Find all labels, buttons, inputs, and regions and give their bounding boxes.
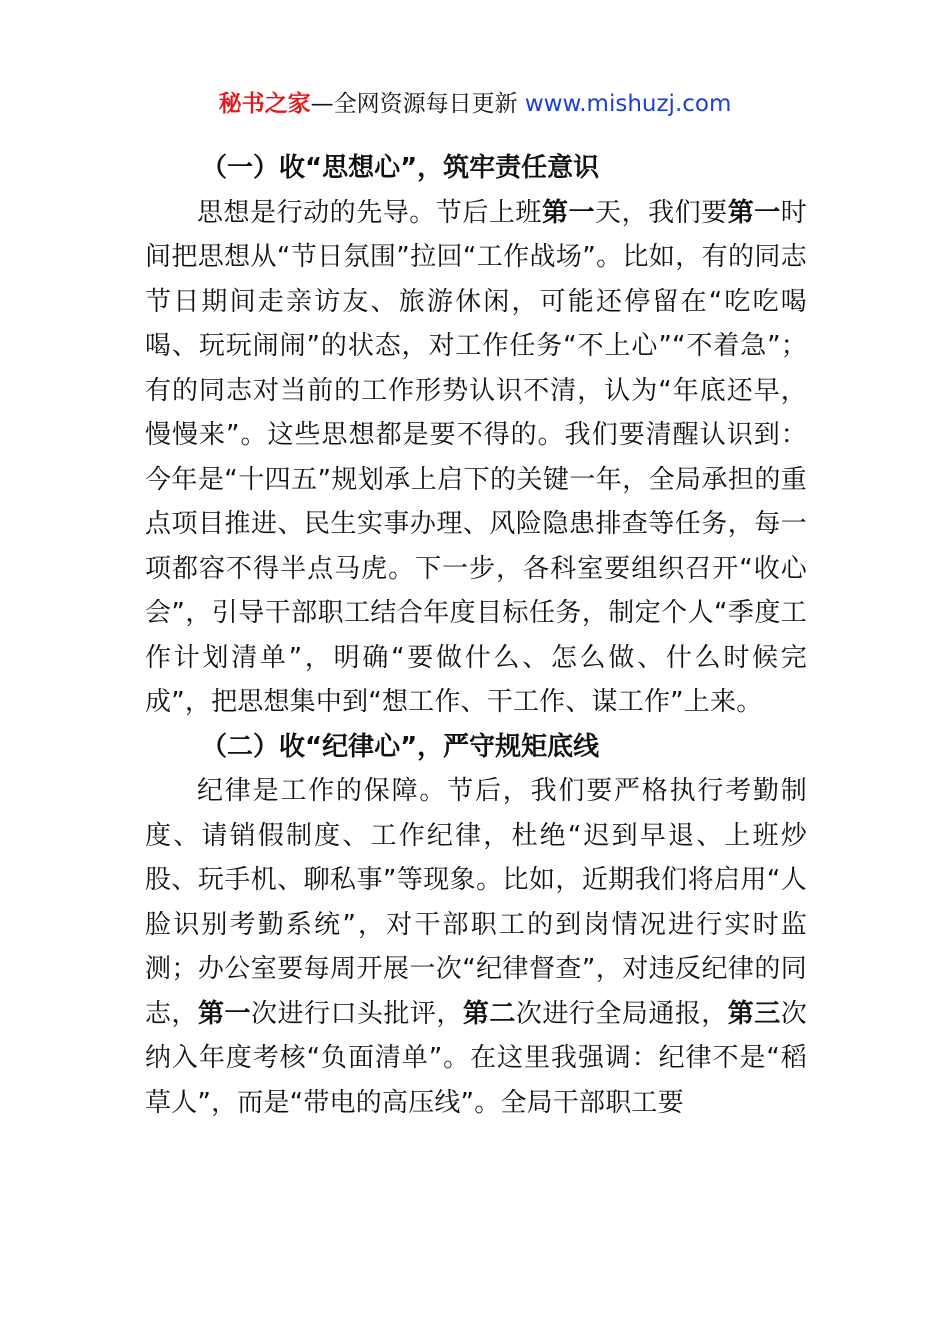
text-run: 次纳入年度考核“负面清单”。在这里我强调：纪律不是“稻草人”，而是“带电的高压线”。全局干部职工要 bbox=[145, 998, 807, 1118]
text-run: 思想是行动的先导。节后上班 bbox=[197, 197, 542, 228]
bold-run: 第三 bbox=[727, 998, 781, 1029]
text-run: 次进行全局通报， bbox=[515, 998, 728, 1029]
text-run: 天，我们要 bbox=[595, 197, 728, 228]
site-header bbox=[0, 86, 950, 122]
section-heading-1: （一）收“思想心”，筑牢责任意识 bbox=[201, 153, 600, 183]
bold-run: 第一 bbox=[541, 197, 596, 228]
site-url-link[interactable]: www.mishuzj.com bbox=[524, 91, 732, 117]
brand-name: 秘书之家 bbox=[218, 91, 311, 117]
text-run: 时间把思想从“节日氛围”拉回“工作战场”。比如，有的同志节日期间走亲访友、旅游休闲，可能还停留在“吃吃喝喝、玩玩闹闹”的状态，对工作任务“不上心”“不着急”；有的同志对当前的工作形势认识不清，认为“年底还早，慢慢来”。这些思想都是要不得的。我们要清醒认识到：今年是“十四五”规划承上启下的关键一年，全局承担的重点项目推进、民生实事办理、风险隐患排查等任务，每一项都容不得半点马虎。下一步，各科室要组织召开“收心会”，引导干部职工结合年度目标任务，制定个人“季度工作计划清单”，明确“要做什么、怎么做、什么时候完成”，把思想集中到“想工作、干工作、谋工作”上来。 bbox=[145, 197, 807, 717]
bold-run: 第二 bbox=[462, 998, 516, 1029]
text-run: 纪律是工作的保障。节后，我们要严格执行考勤制度、请销假制度、工作纪律，杜绝“迟到早退、上班炒股、玩手机、聊私事”等现象。比如，近期我们将启用“人脸识别考勤系统”，对干部职工的到岗情况进行实时监测；办公室要每周开展一次“纪律督查”，对违反纪律的同志， bbox=[145, 776, 807, 1029]
bold-run: 第一 bbox=[197, 998, 251, 1029]
header-tagline: —全网资源每日更新 bbox=[310, 91, 525, 117]
section-paragraph-1 bbox=[145, 191, 807, 725]
section-heading-2: （二）收“纪律心”，严守规矩底线 bbox=[201, 731, 600, 762]
section-paragraph-2 bbox=[145, 769, 807, 1125]
text-run: 次进行口头批评， bbox=[250, 998, 463, 1029]
bold-run: 第一 bbox=[727, 197, 781, 228]
document-body bbox=[145, 146, 807, 1125]
